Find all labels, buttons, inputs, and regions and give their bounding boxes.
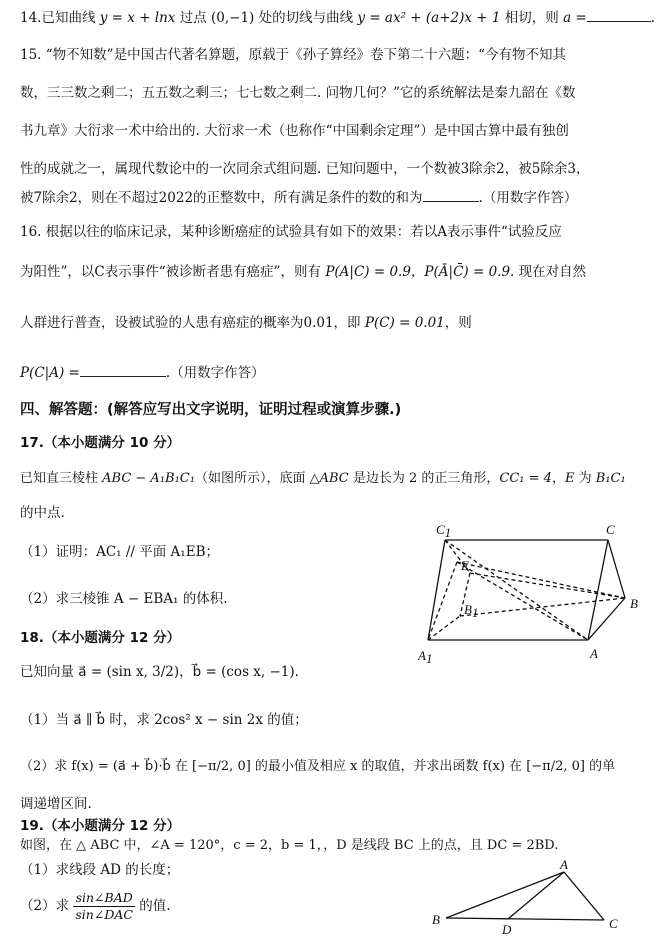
q16-math-pca: P(C|A) = <box>20 365 80 381</box>
q18-part-2-cont: 调递增区间. <box>20 796 92 812</box>
prism-label-A1: A1 <box>418 648 433 666</box>
prism-label-A: A <box>590 646 598 661</box>
q17-math: △ABC <box>309 471 349 486</box>
q16-answer-blank[interactable] <box>80 362 166 377</box>
q19-text: （2）求 <box>20 898 74 914</box>
q19-fraction <box>73 890 135 923</box>
q19-fraction-den: sin∠DAC <box>75 907 133 922</box>
q17-part-1: （1）证明：AC₁ // 平面 A₁EB； <box>20 544 219 560</box>
triangle-label-C: C <box>609 916 618 931</box>
q17-line-2: 的中点. <box>20 505 65 521</box>
q17-math: ABC − A₁B₁C₁ <box>102 471 195 486</box>
q19-part-1: （1）求线段 AD 的长度； <box>20 862 180 878</box>
prism-label-E: E <box>461 558 469 573</box>
q15-line-5 <box>20 187 577 208</box>
q19-heading: 19.（本小题满分 12 分） <box>20 818 181 834</box>
prism-label-B: B <box>630 596 638 611</box>
q17-text: 已知直三棱柱 <box>20 471 103 486</box>
q15-line-2: 数，三三数之剩二；五五数之剩三；七七数之剩二. 问物几何？”它的系统解法是秦九韶在《数 <box>20 85 576 101</box>
q16-math-pc: P(C) = 0.01 <box>364 315 445 331</box>
q16-line-4 <box>20 362 265 383</box>
q17-heading: 17.（本小题满分 10 分） <box>20 435 181 451</box>
q15-text: 被7除余2，则在不超过2022的正整数中，所有满足条件的数的和为 <box>20 190 423 206</box>
prism-label-C1: C1 <box>436 522 452 540</box>
q17-text: ， <box>551 471 565 486</box>
q16-line-1: 16. 根据以往的临床记录，某种诊断癌症的试验具有如下的效果：若以A表示事件“试验反应 <box>20 224 562 240</box>
q16-line-3 <box>20 313 472 333</box>
triangle-label-D: D <box>502 922 512 937</box>
prism-figure <box>410 518 660 668</box>
prism-label-C: C <box>606 522 615 537</box>
q17-text: 是边长为 2 的正三角形， <box>348 471 500 486</box>
q18-part-1: （1）当 a⃗ ∥ b⃗ 时，求 2cos² x − sin 2x 的值； <box>20 712 308 728</box>
q16-text: ，则 <box>444 315 472 331</box>
triangle-figure <box>428 858 628 940</box>
q14-text: 相切，则 <box>500 10 564 26</box>
q14-text: 14.已知曲线 <box>20 10 100 26</box>
section-heading: 四、解答题：(解答应写出文字说明，证明过程或演算步骤.) <box>20 402 402 418</box>
q15-text: .（用数字作答） <box>478 190 578 206</box>
q19-fraction-num: sin∠BAD <box>73 890 135 907</box>
q19-line-1: 如图，在 △ ABC 中，∠A = 120°，c = 2，b = 1，，D 是线段 BC 上的点，且 DC = 2BD. <box>20 838 559 853</box>
q17-math: CC₁ = 4 <box>499 471 552 486</box>
q14-answer-blank[interactable] <box>587 7 651 22</box>
q17-text: （如图所示），底面 <box>194 471 310 486</box>
q18-line-1: 已知向量 a⃗ = (sin x, 3/2)，b⃗ = (cos x, −1). <box>20 664 299 680</box>
q17-text: 为 <box>574 471 596 486</box>
q14-text: . <box>650 10 656 26</box>
q16-line-2 <box>20 262 586 282</box>
triangle-label-B: B <box>432 912 440 927</box>
q15-line-4: 性的成就之一，属现代数论中的一次同余式组问题. 已知问题中，一个数被3除余2，被5除余3， <box>20 161 590 177</box>
q17-line-1 <box>20 469 626 489</box>
q16-text: 为阳性”，以C表示事件“被诊断者患有癌症”，则有 <box>20 264 326 280</box>
q18-part-2: （2）求 f(x) = (a⃗ + b⃗)·b⃗ 在 [−π/2, 0] 的最小值及相应 x 的取值，并求出函数 f(x) 在 [−π/2, 0] 的单 <box>20 759 616 774</box>
q19-text: 的值. <box>134 898 171 914</box>
q14-text: 过点 (0,−1) 处的切线与曲线 <box>175 10 358 26</box>
q14-line <box>20 7 655 28</box>
q17-part-2: （2）求三棱锥 A − EBA₁ 的体积. <box>20 591 228 607</box>
triangle-label-A: A <box>560 858 568 872</box>
q16-text: . 现在对自然 <box>510 264 587 280</box>
q14-math-a: a = <box>563 10 587 26</box>
q15-line-1: 15. “物不知数”是中国古代著名算题，原载于《孙子算经》卷下第二十六题：“今有物不知其 <box>20 47 566 63</box>
q16-math-probs: P(A|C) = 0.9，P(Ā|C̄) = 0.9 <box>325 264 511 280</box>
q16-text: 人群进行普查，设被试验的人患有癌症的概率为0.01，即 <box>20 315 365 331</box>
q14-math-curve1: y = x + lnx <box>99 10 176 26</box>
q16-text: .（用数字作答） <box>165 365 265 381</box>
prism-label-B1: B1 <box>464 602 479 620</box>
q18-heading: 18.（本小题满分 12 分） <box>20 630 181 646</box>
q14-math-curve2: y = ax² + (a+2)x + 1 <box>357 10 501 26</box>
q19-part-2 <box>20 890 171 923</box>
q15-line-3: 书九章》大衍求一术中给出的. 大衍求一术（也称作“中国剩余定理”）是中国古算中最有独创 <box>20 123 569 139</box>
q17-math: E <box>564 471 575 486</box>
q17-math: B₁C₁ <box>595 471 626 486</box>
q15-answer-blank[interactable] <box>423 187 479 202</box>
